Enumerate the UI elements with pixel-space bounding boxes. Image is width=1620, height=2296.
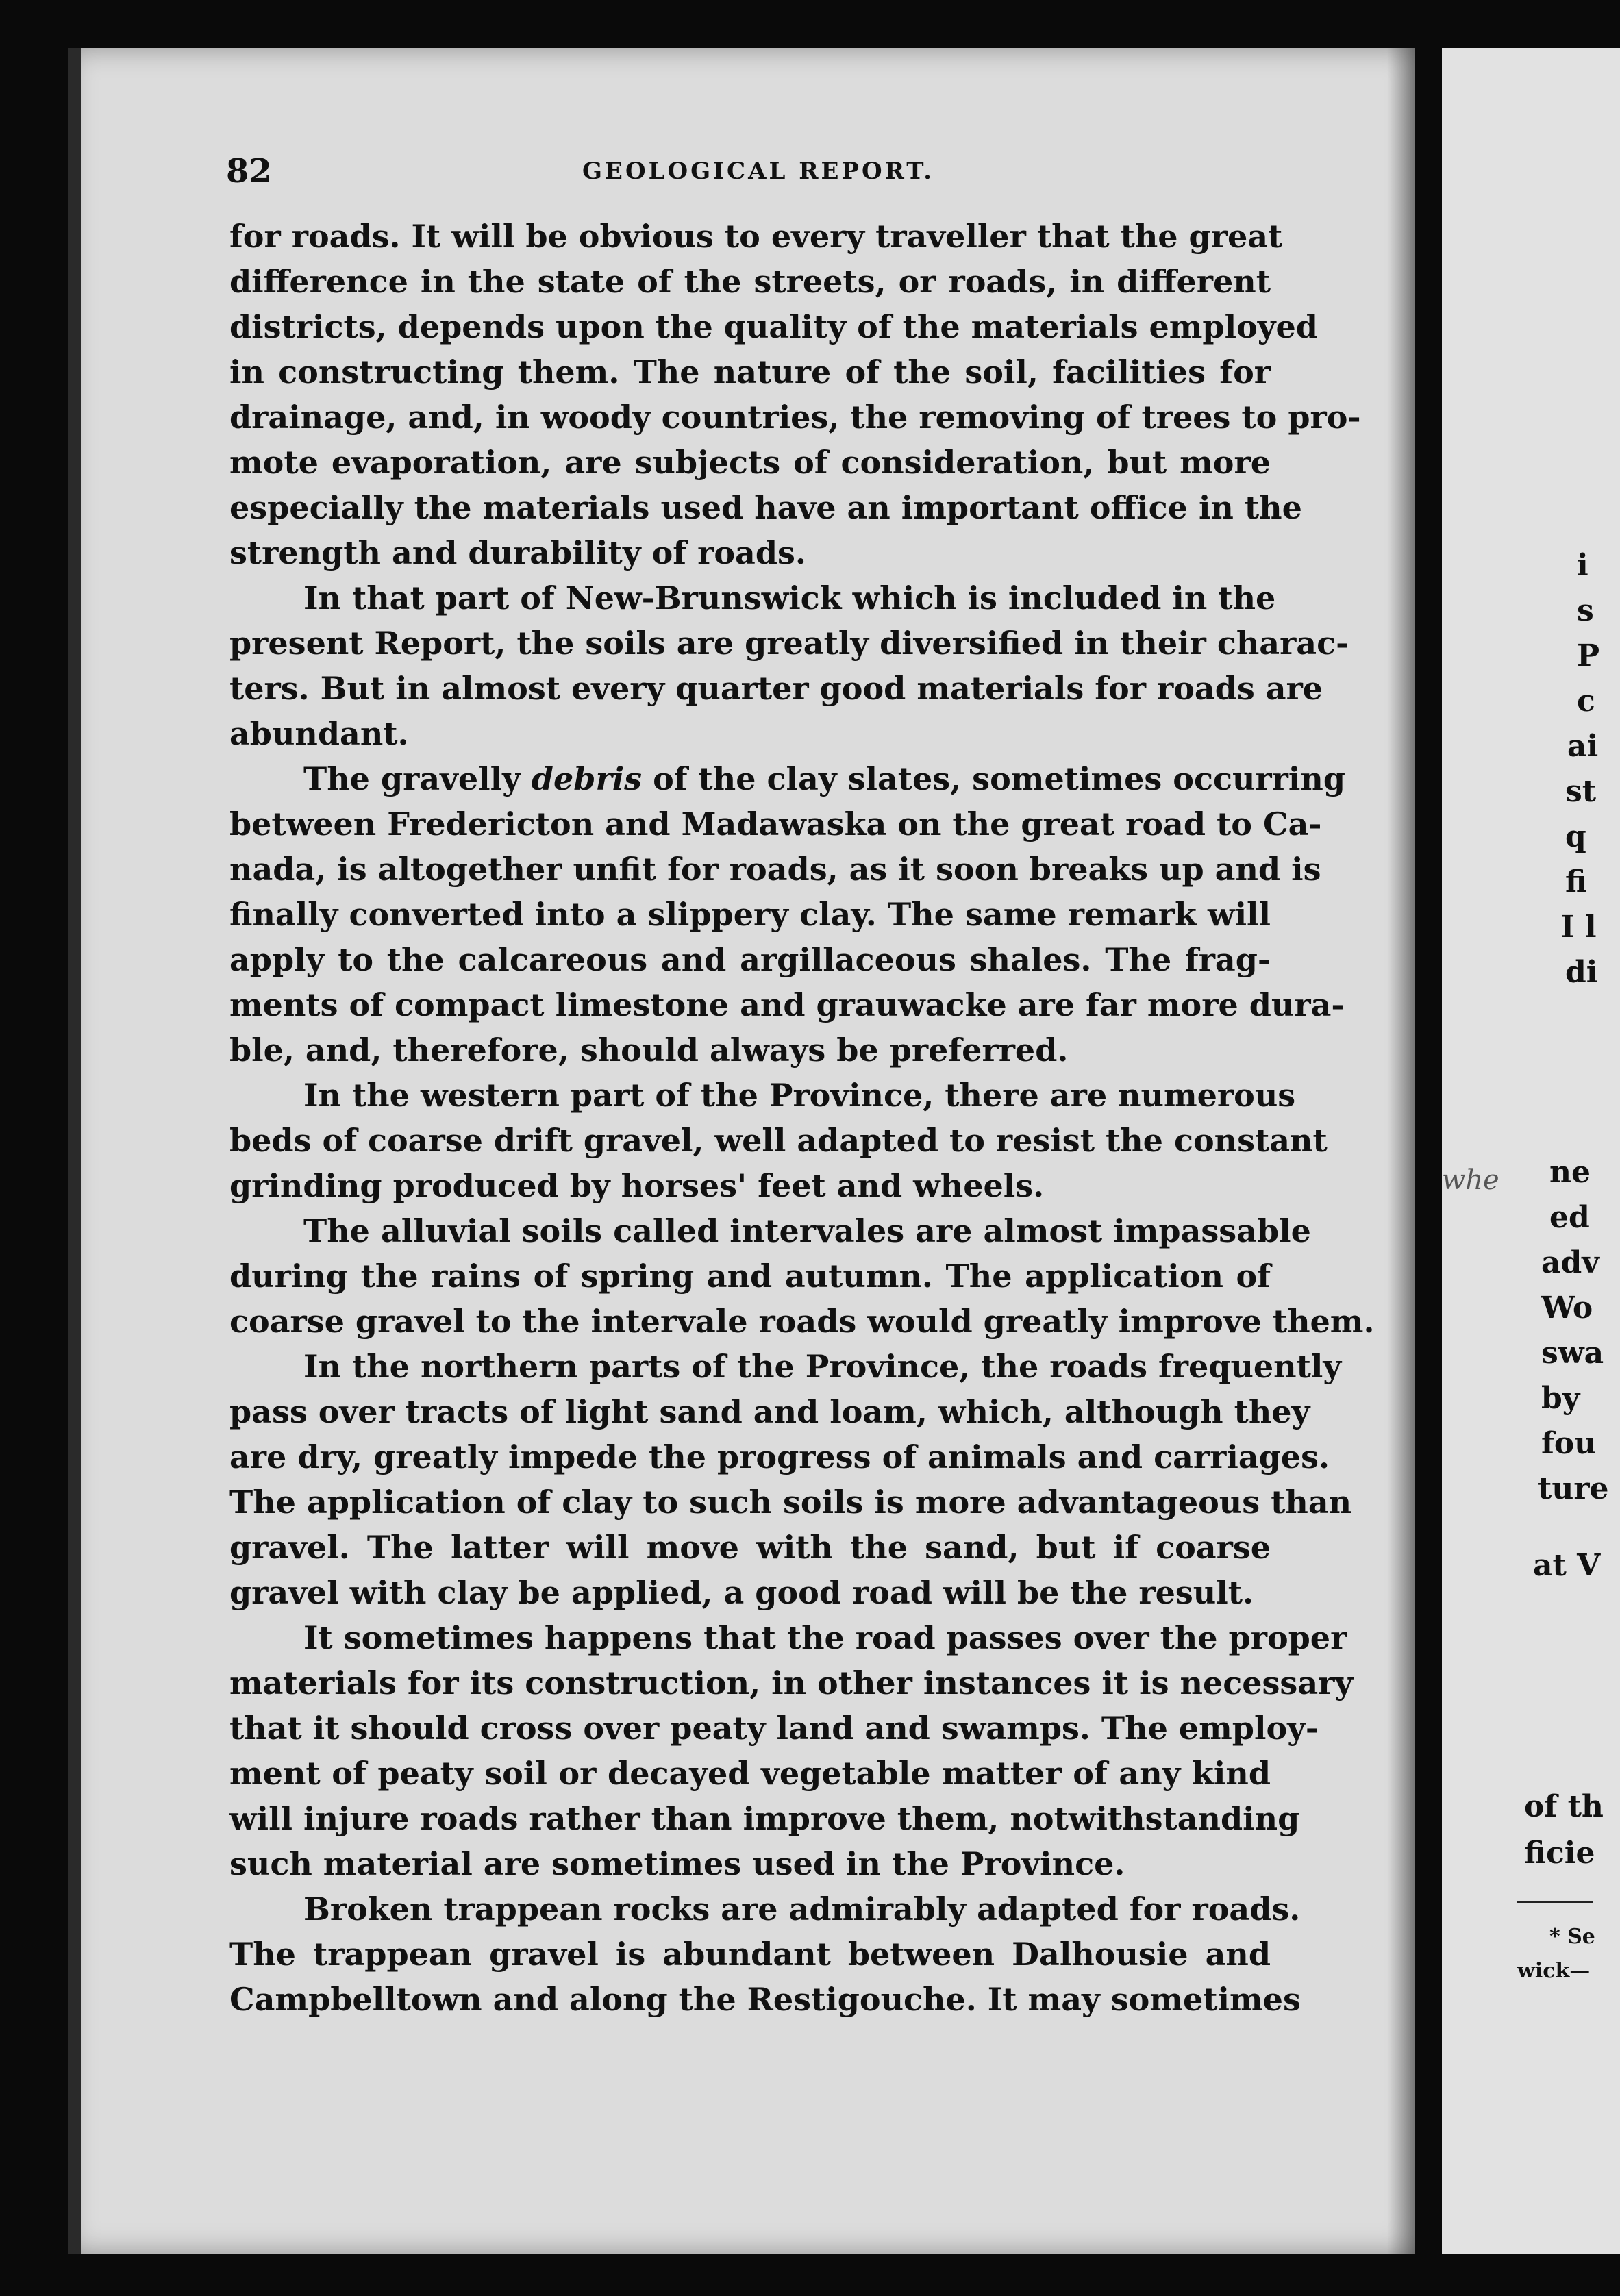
right-page-fragment: c [1577, 684, 1595, 719]
text-line: are dry, greatly impede the progress of animals and carriages. [229, 1438, 1330, 1475]
text-line: mote evaporation, are subjects of consideration, but more [229, 444, 1271, 481]
text-line: In the northern parts of the Province, the roads frequently [303, 1348, 1342, 1385]
right-page-fragment: at V [1533, 1548, 1601, 1583]
text-line: in constructing them. The nature of the soil, facilities for [229, 353, 1271, 390]
running-head [226, 152, 1254, 193]
text-line: for roads. It will be obvious to every traveller that the great [229, 218, 1283, 255]
text-line: districts, depends upon the quality of the materials employed [229, 308, 1318, 345]
right-page-fragment: by [1541, 1381, 1580, 1416]
right-page-fragment: P [1577, 638, 1600, 673]
right-page-fragment: di [1565, 955, 1598, 990]
text-line: The application of clay to such soils is more advantageous than [229, 1484, 1352, 1521]
text-line: during the rains of spring and autumn. The application of [229, 1258, 1271, 1295]
right-page-fragment: Wo [1541, 1290, 1593, 1325]
footnote-fragment: * Se [1549, 1925, 1595, 1949]
text-line: that it should cross over peaty land and swamps. The employ- [229, 1710, 1319, 1747]
text-line: pass over tracts of light sand and loam, which, although they [229, 1393, 1310, 1430]
right-page-fragment: i [1577, 548, 1588, 583]
text-line: will injure roads rather than improve them, notwithstanding [229, 1800, 1300, 1837]
running-header-title: GEOLOGICAL REPORT. [582, 158, 934, 185]
right-page-fragment: swa [1541, 1336, 1604, 1371]
text-line: ments of compact limestone and grauwacke are far more dura- [229, 986, 1345, 1023]
text-line: It sometimes happens that the road passes over the proper [303, 1619, 1347, 1656]
text-line: In that part of New-Brunswick which is included in the [303, 579, 1276, 616]
text-line: Campbelltown and along the Restigouche. It may sometimes [229, 1981, 1301, 2018]
margin-handwriting: whe [1442, 1164, 1499, 1196]
text-line: apply to the calcareous and argillaceous shales. The frag- [229, 941, 1271, 978]
right-page-fragment: s [1577, 593, 1594, 628]
text-line: ment of peaty soil or decayed vegetable matter of any kind [229, 1755, 1271, 1792]
text-line: materials for its construction, in other instances it is necessary [229, 1664, 1354, 1701]
text-line: present Report, the soils are greatly diversified in their charac- [229, 625, 1349, 662]
text-line: especially the materials used have an important office in the [229, 489, 1302, 526]
page-number: 82 [226, 152, 272, 190]
right-page-fragment: q [1565, 819, 1586, 854]
right-page-fragment: ed [1549, 1200, 1590, 1235]
right-page-fragment: ture [1538, 1471, 1609, 1506]
binding-edge [68, 48, 81, 2254]
footnote-rule [1517, 1901, 1593, 1903]
text-line: In the western part of the Province, there are numerous [303, 1077, 1296, 1114]
right-page-fragment: adv [1541, 1245, 1599, 1280]
footnote-fragment: wick— [1517, 1959, 1591, 1983]
right-page-fragment: of th [1524, 1789, 1604, 1824]
text-line: strength and durability of roads. [229, 534, 806, 571]
text-line: finally converted into a slippery clay. The same remark will [229, 896, 1271, 933]
text-line: ters. But in almost every quarter good materials for roads are [229, 670, 1323, 707]
text-line: coarse gravel to the intervale roads would greatly improve them. [229, 1303, 1375, 1340]
right-page-fragment: fou [1541, 1426, 1597, 1461]
right-page [1442, 48, 1620, 2254]
right-page-fragment: ai [1567, 729, 1599, 764]
gutter-shadow [1387, 48, 1415, 2254]
text-line: such material are sometimes used in the Province. [229, 1845, 1125, 1882]
text-fragment: of the clay slates, sometimes occurring [642, 760, 1345, 797]
text-line: The alluvial soils called intervales are almost impassable [303, 1212, 1311, 1249]
body-text [229, 214, 1375, 2022]
text-line: grinding produced by horses' feet and wheels. [229, 1167, 1045, 1204]
text-line: Broken trappean rocks are admirably adapted for roads. [303, 1891, 1301, 1927]
italic-word: debris [531, 760, 643, 797]
text-fragment: The gravelly [303, 760, 532, 797]
text-line: gravel with clay be applied, a good road will be the result. [229, 1574, 1254, 1611]
text-line: drainage, and, in woody countries, the removing of trees to pro- [229, 399, 1361, 436]
text-line: The trappean gravel is abundant between Dalhousie and [229, 1936, 1271, 1973]
text-line: between Fredericton and Madawaska on the great road to Ca- [229, 806, 1322, 843]
text-line [229, 756, 1345, 801]
right-page-fragment: st [1565, 774, 1597, 809]
right-page-fragment: I l [1560, 910, 1597, 945]
right-page-fragment: fi [1565, 864, 1587, 899]
text-line: abundant. [229, 715, 409, 752]
right-page-fragment: ne [1549, 1155, 1591, 1190]
text-line: gravel. The latter will move with the sand, but if coarse [229, 1529, 1271, 1566]
text-line: difference in the state of the streets, or roads, in different [229, 263, 1271, 300]
text-line: beds of coarse drift gravel, well adapted to resist the constant [229, 1122, 1328, 1159]
text-line: ble, and, therefore, should always be preferred. [229, 1032, 1069, 1069]
text-line: nada, is altogether unfit for roads, as it soon breaks up and is [229, 851, 1321, 888]
right-page-fragment: ficie [1524, 1836, 1595, 1871]
